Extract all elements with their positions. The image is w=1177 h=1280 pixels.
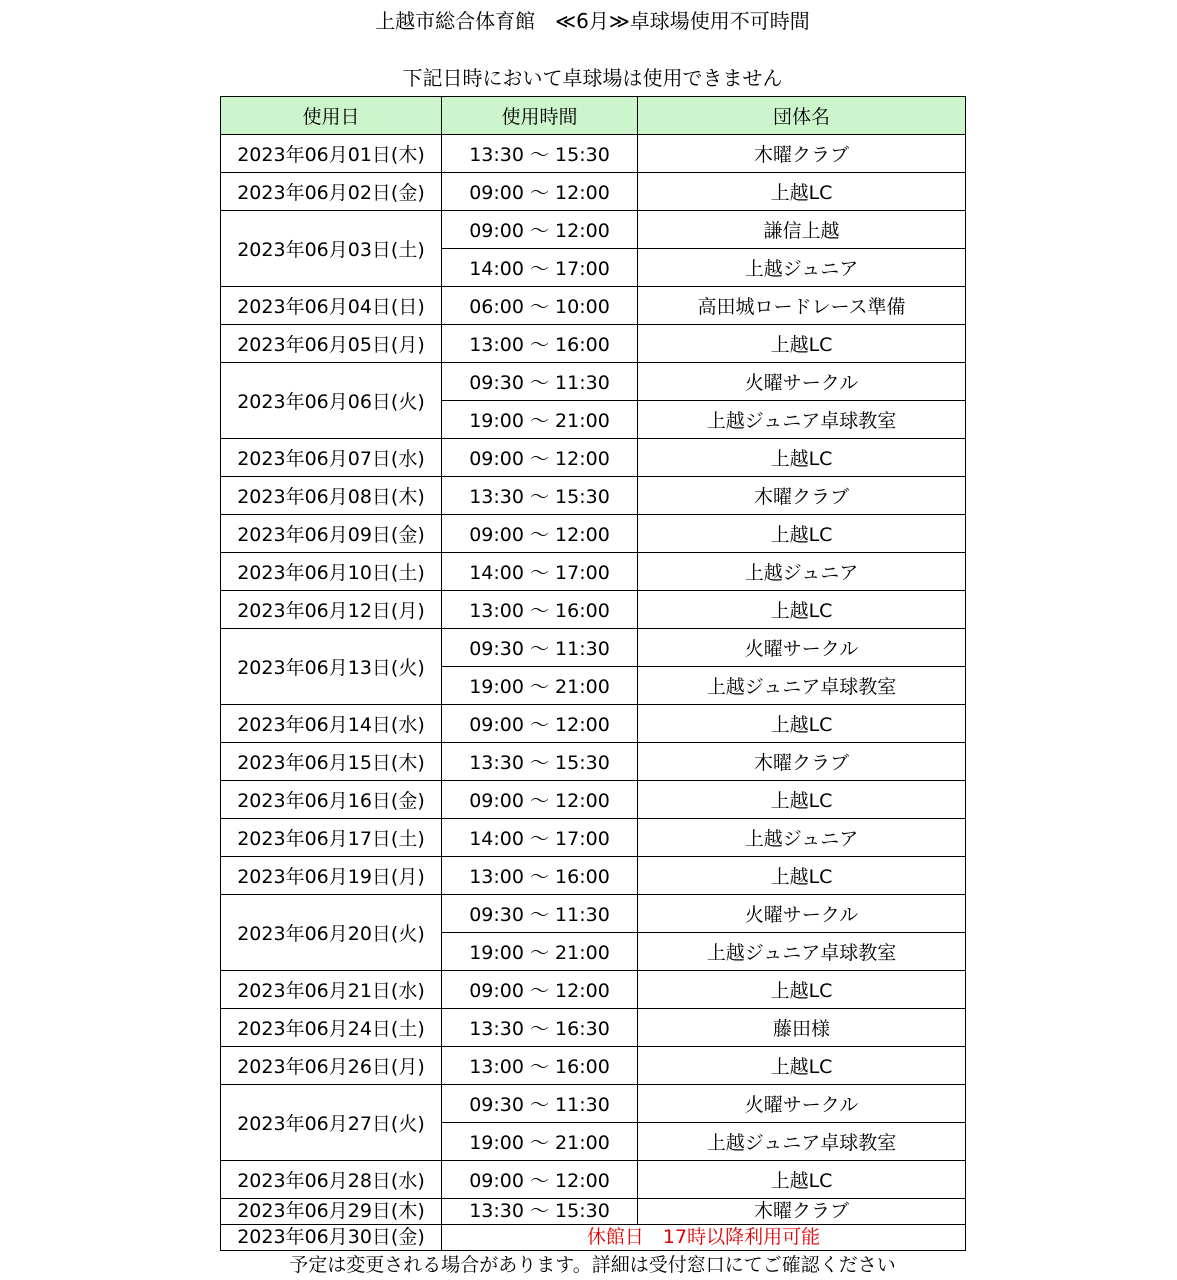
table-row [221, 439, 966, 477]
time-cell: 14:00 ～ 17:00 [442, 819, 638, 857]
time-cell: 13:30 ～ 15:30 [442, 135, 638, 173]
date-cell: 2023年06月27日(火) [221, 1085, 442, 1161]
date-cell: 2023年06月21日(水) [221, 971, 442, 1009]
table-row [221, 1161, 966, 1199]
date-cell: 2023年06月10日(土) [221, 553, 442, 591]
table-row [221, 1047, 966, 1085]
table-row [221, 553, 966, 591]
time-cell: 09:30 ～ 11:30 [442, 629, 638, 667]
group-cell: 上越LC [638, 1161, 966, 1199]
date-cell: 2023年06月29日(木) [221, 1199, 442, 1225]
date-cell: 2023年06月16日(金) [221, 781, 442, 819]
time-cell: 19:00 ～ 21:00 [442, 933, 638, 971]
time-cell: 13:00 ～ 16:00 [442, 591, 638, 629]
time-cell: 09:00 ～ 12:00 [442, 1161, 638, 1199]
time-cell: 14:00 ～ 17:00 [442, 249, 638, 287]
header-group: 団体名 [638, 97, 966, 135]
group-cell: 上越LC [638, 173, 966, 211]
table-row [221, 211, 966, 249]
closed-row [221, 1225, 966, 1251]
footer-note: 予定は変更される場合があります。詳細は受付窓口にてご確認ください [289, 1254, 896, 1276]
time-cell: 13:00 ～ 16:00 [442, 325, 638, 363]
group-cell: 上越LC [638, 1047, 966, 1085]
date-cell: 2023年06月09日(金) [221, 515, 442, 553]
time-cell: 09:00 ～ 12:00 [442, 781, 638, 819]
table-row [221, 287, 966, 325]
header-row [221, 97, 966, 135]
time-cell: 09:30 ～ 11:30 [442, 1085, 638, 1123]
time-cell: 13:30 ～ 15:30 [442, 743, 638, 781]
date-cell: 2023年06月08日(木) [221, 477, 442, 515]
table-row [221, 325, 966, 363]
date-cell: 2023年06月20日(火) [221, 895, 442, 971]
group-cell: 上越LC [638, 325, 966, 363]
date-cell: 2023年06月17日(土) [221, 819, 442, 857]
date-cell: 2023年06月15日(木) [221, 743, 442, 781]
group-cell: 上越ジュニア [638, 553, 966, 591]
group-cell: 木曜クラブ [638, 477, 966, 515]
date-cell: 2023年06月12日(月) [221, 591, 442, 629]
group-cell: 藤田様 [638, 1009, 966, 1047]
date-cell: 2023年06月24日(土) [221, 1009, 442, 1047]
table-row [221, 629, 966, 667]
group-cell: 上越ジュニア卓球教室 [638, 667, 966, 705]
schedule-table [220, 96, 966, 1251]
group-cell: 上越LC [638, 705, 966, 743]
date-cell: 2023年06月07日(水) [221, 439, 442, 477]
table-row [221, 819, 966, 857]
group-cell: 火曜サークル [638, 363, 966, 401]
group-cell: 上越LC [638, 781, 966, 819]
table-row [221, 895, 966, 933]
group-cell: 木曜クラブ [638, 135, 966, 173]
date-cell: 2023年06月02日(金) [221, 173, 442, 211]
table-row [221, 1009, 966, 1047]
date-cell: 2023年06月19日(月) [221, 857, 442, 895]
group-cell: 高田城ロードレース準備 [638, 287, 966, 325]
date-cell: 2023年06月28日(水) [221, 1161, 442, 1199]
date-cell: 2023年06月14日(水) [221, 705, 442, 743]
time-cell: 13:00 ～ 16:00 [442, 1047, 638, 1085]
time-cell: 09:00 ～ 12:00 [442, 515, 638, 553]
group-cell: 上越ジュニア卓球教室 [638, 401, 966, 439]
date-cell: 2023年06月01日(木) [221, 135, 442, 173]
time-cell: 09:00 ～ 12:00 [442, 439, 638, 477]
table-row [221, 363, 966, 401]
date-cell: 2023年06月05日(月) [221, 325, 442, 363]
group-cell: 上越LC [638, 971, 966, 1009]
table-row [221, 781, 966, 819]
time-cell: 14:00 ～ 17:00 [442, 553, 638, 591]
table-row [221, 857, 966, 895]
time-cell: 09:00 ～ 12:00 [442, 211, 638, 249]
header-time: 使用時間 [442, 97, 638, 135]
closed-note: 休館日 17時以降利用可能 [442, 1225, 966, 1251]
date-cell: 2023年06月04日(日) [221, 287, 442, 325]
time-cell: 13:30 ～ 16:30 [442, 1009, 638, 1047]
time-cell: 09:00 ～ 12:00 [442, 705, 638, 743]
header-date: 使用日 [221, 97, 442, 135]
table-row [221, 173, 966, 211]
group-cell: 木曜クラブ [638, 1199, 966, 1225]
group-cell: 上越ジュニア [638, 819, 966, 857]
group-cell: 火曜サークル [638, 1085, 966, 1123]
date-cell: 2023年06月06日(火) [221, 363, 442, 439]
group-cell: 上越LC [638, 857, 966, 895]
time-cell: 09:00 ～ 12:00 [442, 971, 638, 1009]
table-row [221, 743, 966, 781]
group-cell: 火曜サークル [638, 895, 966, 933]
table-row [221, 971, 966, 1009]
time-cell: 06:00 ～ 10:00 [442, 287, 638, 325]
group-cell: 上越LC [638, 515, 966, 553]
table-row [221, 477, 966, 515]
group-cell: 謙信上越 [638, 211, 966, 249]
page-title: 上越市総合体育館 ≪6月≫卓球場使用不可時間 [375, 9, 810, 33]
table-row [221, 1085, 966, 1123]
group-cell: 火曜サークル [638, 629, 966, 667]
time-cell: 19:00 ～ 21:00 [442, 667, 638, 705]
time-cell: 19:00 ～ 21:00 [442, 1123, 638, 1161]
table-row [221, 515, 966, 553]
time-cell: 13:00 ～ 16:00 [442, 857, 638, 895]
date-cell: 2023年06月13日(火) [221, 629, 442, 705]
date-cell: 2023年06月03日(土) [221, 211, 442, 287]
time-cell: 09:00 ～ 12:00 [442, 173, 638, 211]
time-cell: 09:30 ～ 11:30 [442, 363, 638, 401]
table-row [221, 591, 966, 629]
date-cell: 2023年06月26日(月) [221, 1047, 442, 1085]
group-cell: 上越LC [638, 591, 966, 629]
group-cell: 上越LC [638, 439, 966, 477]
date-cell: 2023年06月30日(金) [221, 1225, 442, 1251]
table-row [221, 1199, 966, 1225]
group-cell: 木曜クラブ [638, 743, 966, 781]
group-cell: 上越ジュニア卓球教室 [638, 933, 966, 971]
time-cell: 19:00 ～ 21:00 [442, 401, 638, 439]
time-cell: 13:30 ～ 15:30 [442, 1199, 638, 1225]
group-cell: 上越ジュニア卓球教室 [638, 1123, 966, 1161]
table-row [221, 705, 966, 743]
table-row [221, 135, 966, 173]
page-subtitle: 下記日時において卓球場は使用できません [402, 66, 783, 90]
time-cell: 13:30 ～ 15:30 [442, 477, 638, 515]
group-cell: 上越ジュニア [638, 249, 966, 287]
time-cell: 09:30 ～ 11:30 [442, 895, 638, 933]
